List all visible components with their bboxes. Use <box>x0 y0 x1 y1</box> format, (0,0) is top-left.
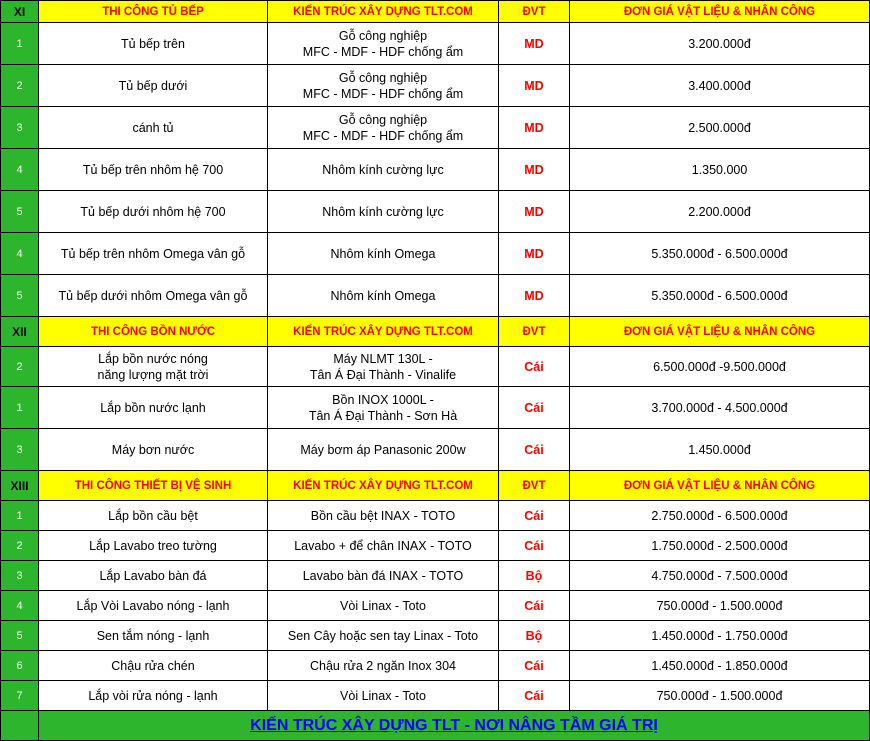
item-material-line: Chậu rửa 2 ngăn Inox 304 <box>310 658 456 673</box>
column-header-unit: ĐVT <box>499 471 570 501</box>
item-material <box>268 681 499 711</box>
item-name-line: Lắp bồn nước nóng <box>98 351 208 366</box>
column-header-material: KIẾN TRÚC XÂY DỰNG TLT.COM <box>268 471 499 501</box>
item-name <box>39 591 268 621</box>
item-unit: Cái <box>499 501 570 531</box>
item-material <box>268 233 499 275</box>
item-unit: MD <box>499 23 570 65</box>
item-unit: MD <box>499 191 570 233</box>
item-unit: Cái <box>499 681 570 711</box>
section-title: THI CÔNG THIẾT BỊ VỆ SINH <box>39 471 268 501</box>
item-price: 750.000đ - 1.500.000đ <box>570 591 870 621</box>
item-material-line: Nhôm kính cường lực <box>322 204 444 219</box>
row-number: 1 <box>1 387 39 429</box>
column-header-unit: ĐVT <box>499 317 570 347</box>
row-number: 1 <box>1 23 39 65</box>
item-price: 3.700.000đ - 4.500.000đ <box>570 387 870 429</box>
table-row <box>1 233 870 275</box>
table-row <box>1 561 870 591</box>
row-number: 4 <box>1 591 39 621</box>
row-number: 5 <box>1 621 39 651</box>
item-material <box>268 191 499 233</box>
item-name <box>39 651 268 681</box>
item-unit: MD <box>499 233 570 275</box>
column-header-unit: ĐVT <box>499 1 570 23</box>
item-name <box>39 681 268 711</box>
price-table-body <box>1 1 870 741</box>
item-unit: Cái <box>499 347 570 387</box>
item-material-line: Nhôm kính cường lực <box>322 162 444 177</box>
item-material-line: Máy bơm áp Panasonic 200w <box>300 442 466 457</box>
item-unit: Cái <box>499 531 570 561</box>
item-material-line: Gỗ công nghiệp <box>338 70 428 85</box>
item-unit: Cái <box>499 429 570 471</box>
item-material-line: MFC - MDF - HDF chống ẩm <box>302 128 464 143</box>
row-number: 7 <box>1 681 39 711</box>
section-title: THI CÔNG TỦ BẾP <box>39 1 268 23</box>
item-name-line: Chậu rửa chén <box>111 658 195 673</box>
table-row <box>1 347 870 387</box>
item-price: 2.200.000đ <box>570 191 870 233</box>
table-row <box>1 591 870 621</box>
item-name <box>39 23 268 65</box>
item-name-line: Tủ bếp dưới <box>118 78 188 93</box>
item-name <box>39 233 268 275</box>
item-price: 1.750.000đ - 2.500.000đ <box>570 531 870 561</box>
item-name-line: Tủ bếp dưới nhôm hệ 700 <box>80 204 226 219</box>
table-row <box>1 387 870 429</box>
item-price: 2.500.000đ <box>570 107 870 149</box>
item-material <box>268 621 499 651</box>
section-number: XI <box>1 1 39 23</box>
item-name-line: Sen tắm nóng - lạnh <box>96 628 210 643</box>
item-name <box>39 347 268 387</box>
table-row <box>1 65 870 107</box>
footer-slogan: KIẾN TRÚC XÂY DỰNG TLT - NƠI NÂNG TẦM GIÁ TRỊ <box>39 711 870 741</box>
item-price: 5.350.000đ - 6.500.000đ <box>570 275 870 317</box>
section-header-row <box>1 317 870 347</box>
item-material-line: Gỗ công nghiệp <box>338 28 428 43</box>
table-row <box>1 621 870 651</box>
item-material-line: Nhôm kính Omega <box>330 246 436 261</box>
row-number: 4 <box>1 149 39 191</box>
row-number: 2 <box>1 65 39 107</box>
item-material-line: MFC - MDF - HDF chống ẩm <box>302 44 464 59</box>
column-header-price: ĐƠN GIÁ VẬT LIỆU & NHÂN CÔNG <box>570 1 870 23</box>
item-price: 5.350.000đ - 6.500.000đ <box>570 233 870 275</box>
item-name <box>39 65 268 107</box>
item-name-line: Lắp bồn nước lạnh <box>100 400 206 415</box>
item-material <box>268 561 499 591</box>
item-material <box>268 149 499 191</box>
table-row <box>1 149 870 191</box>
item-name <box>39 501 268 531</box>
item-price: 3.400.000đ <box>570 65 870 107</box>
item-material <box>268 387 499 429</box>
item-name-line: Lắp bồn cầu bệt <box>108 508 198 523</box>
footer-spacer <box>1 711 39 741</box>
table-row <box>1 275 870 317</box>
section-title: THI CÔNG BỒN NƯỚC <box>39 317 268 347</box>
item-material-line: Vòi Linax - Toto <box>340 598 426 613</box>
table-row <box>1 429 870 471</box>
item-name <box>39 191 268 233</box>
footer-row <box>1 711 870 741</box>
item-name-line: Lắp Lavabo treo tường <box>89 538 217 553</box>
table-row <box>1 191 870 233</box>
item-material-line: Gỗ công nghiệp <box>338 112 428 127</box>
item-unit: MD <box>499 275 570 317</box>
item-material-line: MFC - MDF - HDF chống ẩm <box>302 86 464 101</box>
row-number: 2 <box>1 531 39 561</box>
item-material <box>268 107 499 149</box>
section-number: XIII <box>1 471 39 501</box>
item-name <box>39 561 268 591</box>
item-name-line: Máy bơn nước <box>111 442 195 457</box>
row-number: 4 <box>1 233 39 275</box>
table-row <box>1 651 870 681</box>
item-unit: Cái <box>499 387 570 429</box>
row-number: 1 <box>1 501 39 531</box>
column-header-price: ĐƠN GIÁ VẬT LIỆU & NHÂN CÔNG <box>570 471 870 501</box>
section-number: XII <box>1 317 39 347</box>
item-name-line: Tủ bếp trên nhôm Omega vân gỗ <box>60 246 246 261</box>
item-name-line: Tủ bếp trên <box>121 36 185 51</box>
item-name <box>39 275 268 317</box>
item-name-line: Tủ bếp dưới nhôm Omega vân gỗ <box>58 288 248 303</box>
item-material <box>268 347 499 387</box>
item-unit: MD <box>499 107 570 149</box>
item-material <box>268 531 499 561</box>
item-unit: MD <box>499 65 570 107</box>
table-row <box>1 23 870 65</box>
table-row <box>1 681 870 711</box>
item-name-line: Lắp Vòi Lavabo nóng - lạnh <box>76 598 230 613</box>
item-material-line: Nhôm kính Omega <box>330 288 436 303</box>
row-number: 3 <box>1 107 39 149</box>
item-material <box>268 591 499 621</box>
column-header-price: ĐƠN GIÁ VẬT LIỆU & NHÂN CÔNG <box>570 317 870 347</box>
item-name-line: Tủ bếp trên nhôm hệ 700 <box>82 162 224 177</box>
item-material-line: Sen Cây hoặc sen tay Linax - Toto <box>287 628 479 643</box>
item-price: 750.000đ - 1.500.000đ <box>570 681 870 711</box>
item-price: 1.350.000 <box>570 149 870 191</box>
item-unit: Bộ <box>499 561 570 591</box>
item-name-line: Lắp vòi rửa nóng - lạnh <box>88 688 218 703</box>
item-unit: MD <box>499 149 570 191</box>
item-material-line: Tân Á Đại Thành - Vinalife <box>309 367 457 382</box>
section-header-row <box>1 471 870 501</box>
item-name <box>39 621 268 651</box>
row-number: 5 <box>1 275 39 317</box>
item-price: 1.450.000đ <box>570 429 870 471</box>
item-price: 4.750.000đ - 7.500.000đ <box>570 561 870 591</box>
item-name-line: Lắp Lavabo bàn đá <box>99 568 207 583</box>
table-row <box>1 531 870 561</box>
item-name <box>39 429 268 471</box>
item-name <box>39 149 268 191</box>
item-material <box>268 65 499 107</box>
item-unit: Cái <box>499 591 570 621</box>
item-name <box>39 531 268 561</box>
item-name-line: năng lượng mặt trời <box>97 367 209 382</box>
item-price: 3.200.000đ <box>570 23 870 65</box>
item-name <box>39 387 268 429</box>
item-material <box>268 429 499 471</box>
item-material <box>268 23 499 65</box>
item-material-line: Lavabo bàn đá INAX - TOTO <box>302 568 464 583</box>
item-material <box>268 501 499 531</box>
item-material-line: Bồn INOX 1000L - <box>332 392 434 407</box>
row-number: 5 <box>1 191 39 233</box>
item-price: 2.750.000đ - 6.500.000đ <box>570 501 870 531</box>
item-unit: Cái <box>499 651 570 681</box>
item-material-line: Bồn cầu bệt INAX - TOTO <box>310 508 456 523</box>
row-number: 3 <box>1 561 39 591</box>
section-header-row <box>1 1 870 23</box>
item-material <box>268 651 499 681</box>
item-name-line: cánh tủ <box>132 120 174 135</box>
item-price: 1.450.000đ - 1.850.000đ <box>570 651 870 681</box>
item-material-line: Lavabo + để chân INAX - TOTO <box>294 538 472 553</box>
column-header-material: KIẾN TRÚC XÂY DỰNG TLT.COM <box>268 1 499 23</box>
item-price: 1.450.000đ - 1.750.000đ <box>570 621 870 651</box>
row-number: 3 <box>1 429 39 471</box>
item-name <box>39 107 268 149</box>
item-price: 6.500.000đ -9.500.000đ <box>570 347 870 387</box>
item-material <box>268 275 499 317</box>
item-material-line: Máy NLMT 130L - <box>333 351 433 366</box>
row-number: 2 <box>1 347 39 387</box>
item-material-line: Vòi Linax - Toto <box>340 688 426 703</box>
table-row <box>1 107 870 149</box>
row-number: 6 <box>1 651 39 681</box>
item-unit: Bộ <box>499 621 570 651</box>
item-material-line: Tân Á Đại Thành - Sơn Hà <box>308 408 458 423</box>
table-row <box>1 501 870 531</box>
column-header-material: KIẾN TRÚC XÂY DỰNG TLT.COM <box>268 317 499 347</box>
